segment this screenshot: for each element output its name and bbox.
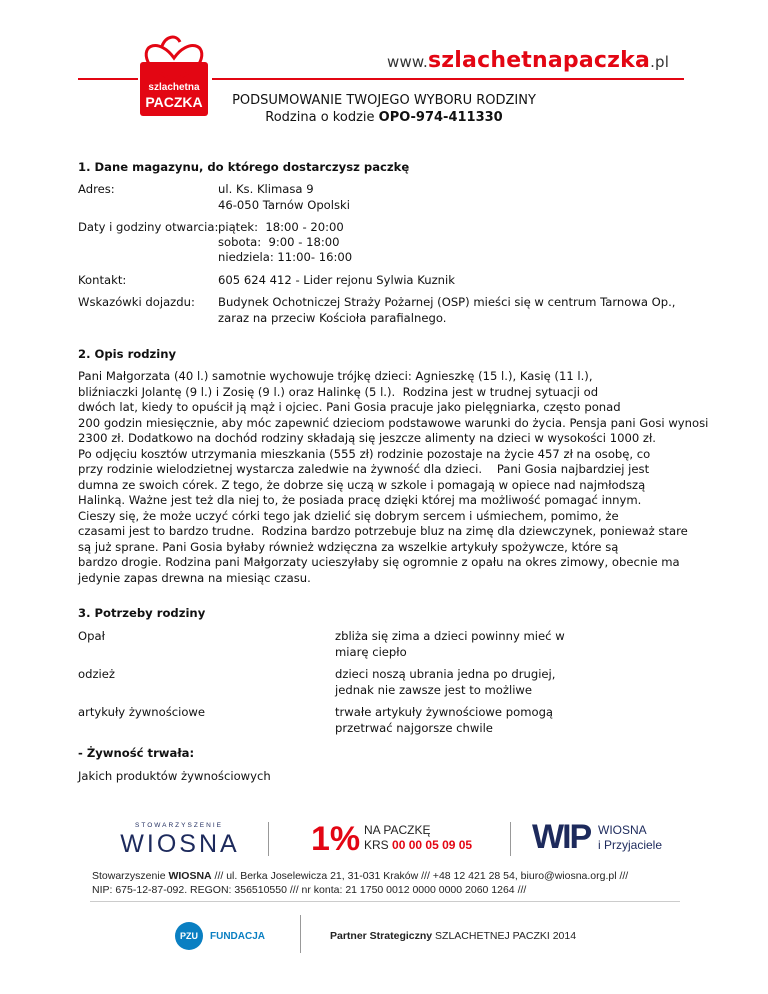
need-desc-line: zbliża się zima a dzieci powinny mieć w bbox=[335, 629, 565, 643]
footer-address-line-2: NIP: 675-12-87-092. REGON: 356510550 /// nr konta: 21 1750 0012 0000 0000 2060 1264 /// bbox=[92, 884, 527, 896]
footer-separator bbox=[300, 915, 301, 953]
footer-address-line-1 bbox=[92, 870, 628, 883]
family-code-line bbox=[0, 110, 768, 125]
wip-logo: WIP bbox=[532, 818, 591, 856]
document-title: PODSUMOWANIE TWOJEGO WYBORU RODZINY bbox=[232, 93, 536, 108]
partner-line bbox=[330, 930, 576, 943]
contact-label: Kontakt: bbox=[78, 273, 127, 287]
logo-text-bottom: PACZKA bbox=[145, 94, 203, 110]
need-desc-line: trwałe artykuły żywnościowe pomogą bbox=[335, 705, 554, 719]
section3-heading: 3. Potrzeby rodziny bbox=[78, 606, 206, 620]
description-line: dwóch lat, kiedy to opuścił ją mąż i ojciec. Pani Gosia pracuje jako pielęgniarka, często ponad bbox=[78, 400, 621, 414]
directions-line-2: zaraz na przeciw Kościoła parafialnego. bbox=[218, 311, 447, 325]
description-line: jedynie zapas drewna na miesiąc czasu. bbox=[78, 570, 311, 585]
partner-name: SZLACHETNEJ PACZKI 2014 bbox=[435, 930, 577, 942]
wiosna-logo: WIOSNA bbox=[120, 830, 240, 858]
hours-line-1: piątek: 18:00 - 20:00 bbox=[218, 220, 344, 234]
site-url-suffix: .pl bbox=[650, 53, 670, 71]
need-item: artykuły żywnościowe bbox=[78, 705, 206, 719]
address-line-1: ul. Ks. Klimasa 9 bbox=[218, 182, 314, 196]
pzu-logo-text: PZU bbox=[180, 931, 198, 941]
family-code-prefix: Rodzina o kodzie bbox=[265, 110, 375, 125]
one-percent: 1% bbox=[311, 820, 361, 858]
hours-line-3: niedziela: 11:00- 16:00 bbox=[218, 250, 353, 264]
description-line: są już sprane. Pani Gosia byłaby również wdzięczna za wszelkie artykuły spożywcze, które są bbox=[78, 539, 619, 554]
header-rule-left bbox=[78, 78, 138, 80]
site-url bbox=[387, 48, 670, 73]
family-code: OPO-974-411330 bbox=[378, 110, 503, 125]
footer-separator bbox=[268, 822, 269, 856]
need-desc-line: przetrwać najgorsze chwile bbox=[335, 721, 493, 735]
need-desc-line: miarę ciepło bbox=[335, 645, 407, 659]
section4-heading: - Żywność trwała: bbox=[78, 746, 195, 760]
pzu-logo-icon bbox=[175, 922, 203, 950]
logo-text-top: szlachetna bbox=[148, 82, 200, 93]
need-desc-line: dzieci noszą ubrania jedna po drugiej, bbox=[335, 667, 556, 681]
wip-line-2: i Przyjaciele bbox=[598, 838, 663, 852]
description-line: Halinką. Ważne jest też dla niej to, że posiada pracę dzięki której ma możliwość pomagać innym. bbox=[78, 493, 642, 507]
krs-label: KRS bbox=[364, 838, 389, 852]
footer-address-rest: /// ul. Berka Joselewicza 21, 31-031 Kraków /// +48 12 421 28 54, biuro@wiosna.org.pl /// bbox=[211, 870, 629, 882]
hours-line-2: sobota: 9:00 - 18:00 bbox=[218, 235, 340, 249]
hours-label: Daty i godziny otwarcia: bbox=[78, 220, 219, 234]
krs-line bbox=[364, 838, 472, 852]
address-label: Adres: bbox=[78, 182, 115, 196]
krs-number: 00 00 05 09 05 bbox=[392, 838, 473, 852]
description-line: Pani Małgorzata (40 l.) samotnie wychowuje trójkę dzieci: Agnieszkę (15 l.), Kasię (11 l.), bbox=[78, 369, 593, 383]
description-line: przy rodzinie wielodzietnej wystarcza zaledwie na żywność dla dzieci. Pani Gosia najbardziej jest bbox=[78, 462, 650, 476]
section2-heading: 2. Opis rodziny bbox=[78, 347, 177, 361]
need-item: odzież bbox=[78, 667, 115, 681]
description-line: bardzo drogie. Rodzina pani Małgorzaty ucieszyłaby się ogromnie z opału na okres zimowy, obecnie ma bbox=[78, 555, 680, 569]
footer-address-prefix: Stowarzyszenie bbox=[92, 870, 169, 882]
wip-line-1: WIOSNA bbox=[598, 823, 647, 837]
wiosna-logo-small-text: STOWARZYSZENIE bbox=[135, 822, 223, 829]
description-line: 2300 zł. Dodatkowo na dochód rodziny składają się jeszcze alimenty na dzieci w wysokości 1000 zł. bbox=[78, 431, 656, 445]
need-desc-line: jednak nie zawsze jest to możliwe bbox=[335, 683, 533, 697]
description-line: czasami jest to bardzo trudne. Rodzina bardzo potrzebuje bluz na zimę dla dziewczynek, ponieważ stare bbox=[78, 524, 688, 538]
section4-text: Jakich produktów żywnościowych bbox=[78, 769, 271, 783]
pzu-fundacja-label: FUNDACJA bbox=[210, 931, 265, 942]
na-paczke-label: NA PACZKĘ bbox=[364, 823, 431, 837]
address-line-2: 46-050 Tarnów Opolski bbox=[218, 198, 350, 212]
footer-address-org: WIOSNA bbox=[168, 870, 212, 882]
contact-value: 605 624 412 - Lider rejonu Sylwia Kuznik bbox=[218, 273, 455, 287]
directions-label: Wskazówki dojazdu: bbox=[78, 295, 195, 309]
family-description bbox=[78, 369, 718, 586]
site-url-prefix: www. bbox=[387, 53, 428, 71]
section1-heading: 1. Dane magazynu, do którego dostarczysz paczkę bbox=[78, 160, 410, 174]
description-line: 200 godzin miesięcznie, aby móc zapewnić dzieciom podstawowe warunki do życia. Pensja pani Gosi wynosi bbox=[78, 415, 709, 430]
header-rule-right bbox=[212, 78, 684, 80]
description-line: dumna ze swoich córek. Z tego, że dobrze się uczą w szkole i pomagają w opiece nad najmłodszą bbox=[78, 477, 646, 492]
footer-separator bbox=[510, 822, 511, 856]
description-line: bliźniaczki Jolantę (9 l.) i Zosię (9 l.) oraz Halinkę (5 l.). Rodzina jest w trudnej sytuacji od bbox=[78, 384, 599, 399]
site-url-brand: szlachetnapaczka bbox=[428, 48, 651, 73]
need-item: Opał bbox=[78, 629, 105, 643]
footer-divider bbox=[90, 901, 680, 902]
description-line: Cieszy się, że może uczyć córki tego jak dzielić się dobrym sercem i uśmiechem, pomimo, że bbox=[78, 508, 619, 523]
directions-line-1: Budynek Ochotniczej Straży Pożarnej (OSP) mieści się w centrum Tarnowa Op., bbox=[218, 295, 676, 309]
description-line: Po odjęciu kosztów utrzymania mieszkania (555 zł) rodzinie pozostaje na życie 457 zł na osobę, co bbox=[78, 446, 651, 461]
partner-prefix: Partner Strategiczny bbox=[330, 930, 436, 942]
